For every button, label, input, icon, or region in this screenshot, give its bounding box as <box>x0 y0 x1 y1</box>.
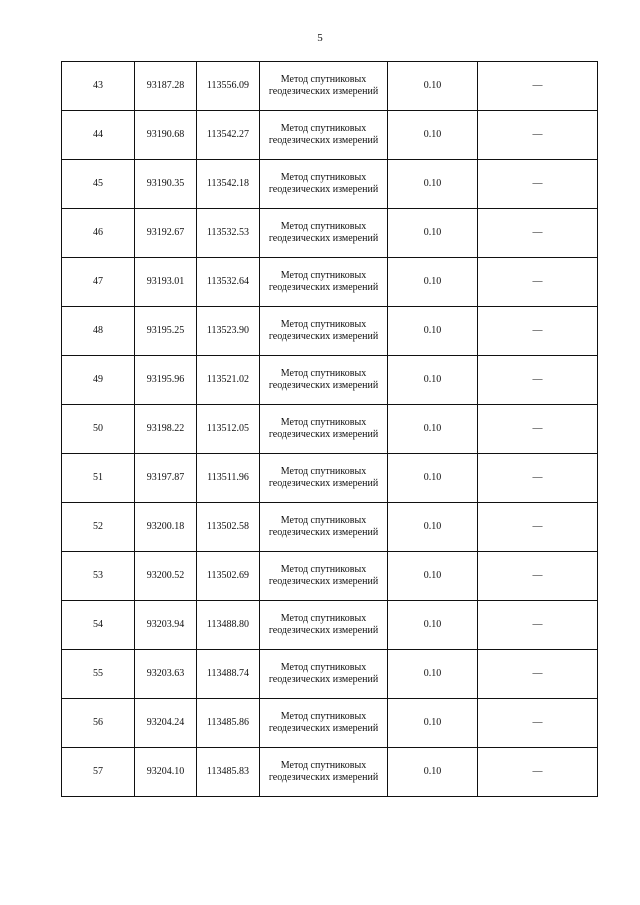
point-number-cell: 53 <box>62 552 135 601</box>
accuracy-cell: 0.10 <box>388 601 478 650</box>
accuracy-cell: 0.10 <box>388 454 478 503</box>
note-cell: — <box>478 601 598 650</box>
table-row <box>62 307 598 356</box>
y-coordinate-cell: 113502.69 <box>197 552 260 601</box>
method-cell <box>260 356 388 405</box>
method-cell <box>260 405 388 454</box>
note-cell: — <box>478 209 598 258</box>
x-coordinate-cell: 93192.67 <box>135 209 197 258</box>
accuracy-cell: 0.10 <box>388 307 478 356</box>
method-cell <box>260 209 388 258</box>
point-number-cell: 56 <box>62 699 135 748</box>
method-line-1: Метод спутниковых <box>280 74 367 85</box>
point-number-cell: 55 <box>62 650 135 699</box>
method-cell <box>260 454 388 503</box>
note-cell: — <box>478 650 598 699</box>
method-line-2: геодезических измерений <box>268 233 379 244</box>
method-line-2: геодезических измерений <box>268 772 379 783</box>
note-cell: — <box>478 699 598 748</box>
note-cell: — <box>478 307 598 356</box>
table-row <box>62 356 598 405</box>
y-coordinate-cell: 113488.80 <box>197 601 260 650</box>
method-line-2: геодезических измерений <box>268 429 379 440</box>
accuracy-cell: 0.10 <box>388 405 478 454</box>
y-coordinate-cell: 113542.18 <box>197 160 260 209</box>
method-cell <box>260 503 388 552</box>
accuracy-cell: 0.10 <box>388 650 478 699</box>
x-coordinate-cell: 93203.63 <box>135 650 197 699</box>
point-number-cell: 50 <box>62 405 135 454</box>
note-cell: — <box>478 503 598 552</box>
method-line-1: Метод спутниковых <box>280 711 367 722</box>
y-coordinate-cell: 113485.83 <box>197 748 260 797</box>
y-coordinate-cell: 113511.96 <box>197 454 260 503</box>
accuracy-cell: 0.10 <box>388 209 478 258</box>
method-cell <box>260 552 388 601</box>
note-cell: — <box>478 160 598 209</box>
method-line-1: Метод спутниковых <box>280 172 367 183</box>
method-line-1: Метод спутниковых <box>280 368 367 379</box>
point-number-cell: 44 <box>62 111 135 160</box>
method-cell <box>260 62 388 111</box>
note-cell: — <box>478 356 598 405</box>
accuracy-cell: 0.10 <box>388 699 478 748</box>
y-coordinate-cell: 113556.09 <box>197 62 260 111</box>
method-line-2: геодезических измерений <box>268 527 379 538</box>
point-number-cell: 57 <box>62 748 135 797</box>
accuracy-cell: 0.10 <box>388 258 478 307</box>
note-cell: — <box>478 258 598 307</box>
table-row <box>62 160 598 209</box>
accuracy-cell: 0.10 <box>388 160 478 209</box>
method-line-1: Метод спутниковых <box>280 466 367 477</box>
accuracy-cell: 0.10 <box>388 62 478 111</box>
point-number-cell: 54 <box>62 601 135 650</box>
accuracy-cell: 0.10 <box>388 356 478 405</box>
table-row <box>62 405 598 454</box>
method-line-1: Метод спутниковых <box>280 123 367 134</box>
method-line-1: Метод спутниковых <box>280 662 367 673</box>
point-number-cell: 45 <box>62 160 135 209</box>
method-cell <box>260 111 388 160</box>
table-row <box>62 454 598 503</box>
note-cell: — <box>478 748 598 797</box>
note-cell: — <box>478 62 598 111</box>
x-coordinate-cell: 93204.24 <box>135 699 197 748</box>
x-coordinate-cell: 93200.52 <box>135 552 197 601</box>
method-line-1: Метод спутниковых <box>280 613 367 624</box>
point-number-cell: 52 <box>62 503 135 552</box>
page-number: 5 <box>317 32 323 44</box>
accuracy-cell: 0.10 <box>388 552 478 601</box>
y-coordinate-cell: 113542.27 <box>197 111 260 160</box>
method-line-1: Метод спутниковых <box>280 417 367 428</box>
method-line-1: Метод спутниковых <box>280 319 367 330</box>
x-coordinate-cell: 93204.10 <box>135 748 197 797</box>
method-line-2: геодезических измерений <box>268 723 379 734</box>
method-cell <box>260 650 388 699</box>
table-row <box>62 748 598 797</box>
method-line-2: геодезических измерений <box>268 380 379 391</box>
method-line-2: геодезических измерений <box>268 184 379 195</box>
point-number-cell: 46 <box>62 209 135 258</box>
table-row <box>62 650 598 699</box>
method-cell <box>260 307 388 356</box>
note-cell: — <box>478 111 598 160</box>
method-line-2: геодезических измерений <box>268 478 379 489</box>
x-coordinate-cell: 93190.35 <box>135 160 197 209</box>
method-line-2: геодезических измерений <box>268 135 379 146</box>
x-coordinate-cell: 93198.22 <box>135 405 197 454</box>
method-cell <box>260 748 388 797</box>
table-row <box>62 111 598 160</box>
method-line-1: Метод спутниковых <box>280 515 367 526</box>
table-row <box>62 62 598 111</box>
y-coordinate-cell: 113523.90 <box>197 307 260 356</box>
x-coordinate-cell: 93190.68 <box>135 111 197 160</box>
method-line-2: геодезических измерений <box>268 625 379 636</box>
note-cell: — <box>478 405 598 454</box>
table-row <box>62 209 598 258</box>
y-coordinate-cell: 113485.86 <box>197 699 260 748</box>
x-coordinate-cell: 93187.28 <box>135 62 197 111</box>
method-cell <box>260 258 388 307</box>
method-line-1: Метод спутниковых <box>280 270 367 281</box>
method-line-2: геодезических измерений <box>268 674 379 685</box>
accuracy-cell: 0.10 <box>388 748 478 797</box>
table-row <box>62 552 598 601</box>
accuracy-cell: 0.10 <box>388 111 478 160</box>
method-line-2: геодезических измерений <box>268 576 379 587</box>
point-number-cell: 49 <box>62 356 135 405</box>
point-number-cell: 47 <box>62 258 135 307</box>
x-coordinate-cell: 93203.94 <box>135 601 197 650</box>
point-number-cell: 43 <box>62 62 135 111</box>
x-coordinate-cell: 93195.25 <box>135 307 197 356</box>
y-coordinate-cell: 113488.74 <box>197 650 260 699</box>
y-coordinate-cell: 113532.64 <box>197 258 260 307</box>
x-coordinate-cell: 93195.96 <box>135 356 197 405</box>
table-row <box>62 601 598 650</box>
accuracy-cell: 0.10 <box>388 503 478 552</box>
point-number-cell: 48 <box>62 307 135 356</box>
note-cell: — <box>478 454 598 503</box>
x-coordinate-cell: 93197.87 <box>135 454 197 503</box>
method-cell <box>260 699 388 748</box>
note-cell: — <box>478 552 598 601</box>
method-line-2: геодезических измерений <box>268 86 379 97</box>
table-row <box>62 258 598 307</box>
method-line-2: геодезических измерений <box>268 331 379 342</box>
x-coordinate-cell: 93200.18 <box>135 503 197 552</box>
method-line-1: Метод спутниковых <box>280 760 367 771</box>
method-line-1: Метод спутниковых <box>280 221 367 232</box>
table-row <box>62 699 598 748</box>
table-row <box>62 503 598 552</box>
point-number-cell: 51 <box>62 454 135 503</box>
x-coordinate-cell: 93193.01 <box>135 258 197 307</box>
y-coordinate-cell: 113502.58 <box>197 503 260 552</box>
y-coordinate-cell: 113521.02 <box>197 356 260 405</box>
method-cell <box>260 601 388 650</box>
y-coordinate-cell: 113512.05 <box>197 405 260 454</box>
method-line-1: Метод спутниковых <box>280 564 367 575</box>
method-line-2: геодезических измерений <box>268 282 379 293</box>
method-cell <box>260 160 388 209</box>
coordinates-table <box>61 61 598 797</box>
coordinates-table-body <box>62 62 598 797</box>
y-coordinate-cell: 113532.53 <box>197 209 260 258</box>
